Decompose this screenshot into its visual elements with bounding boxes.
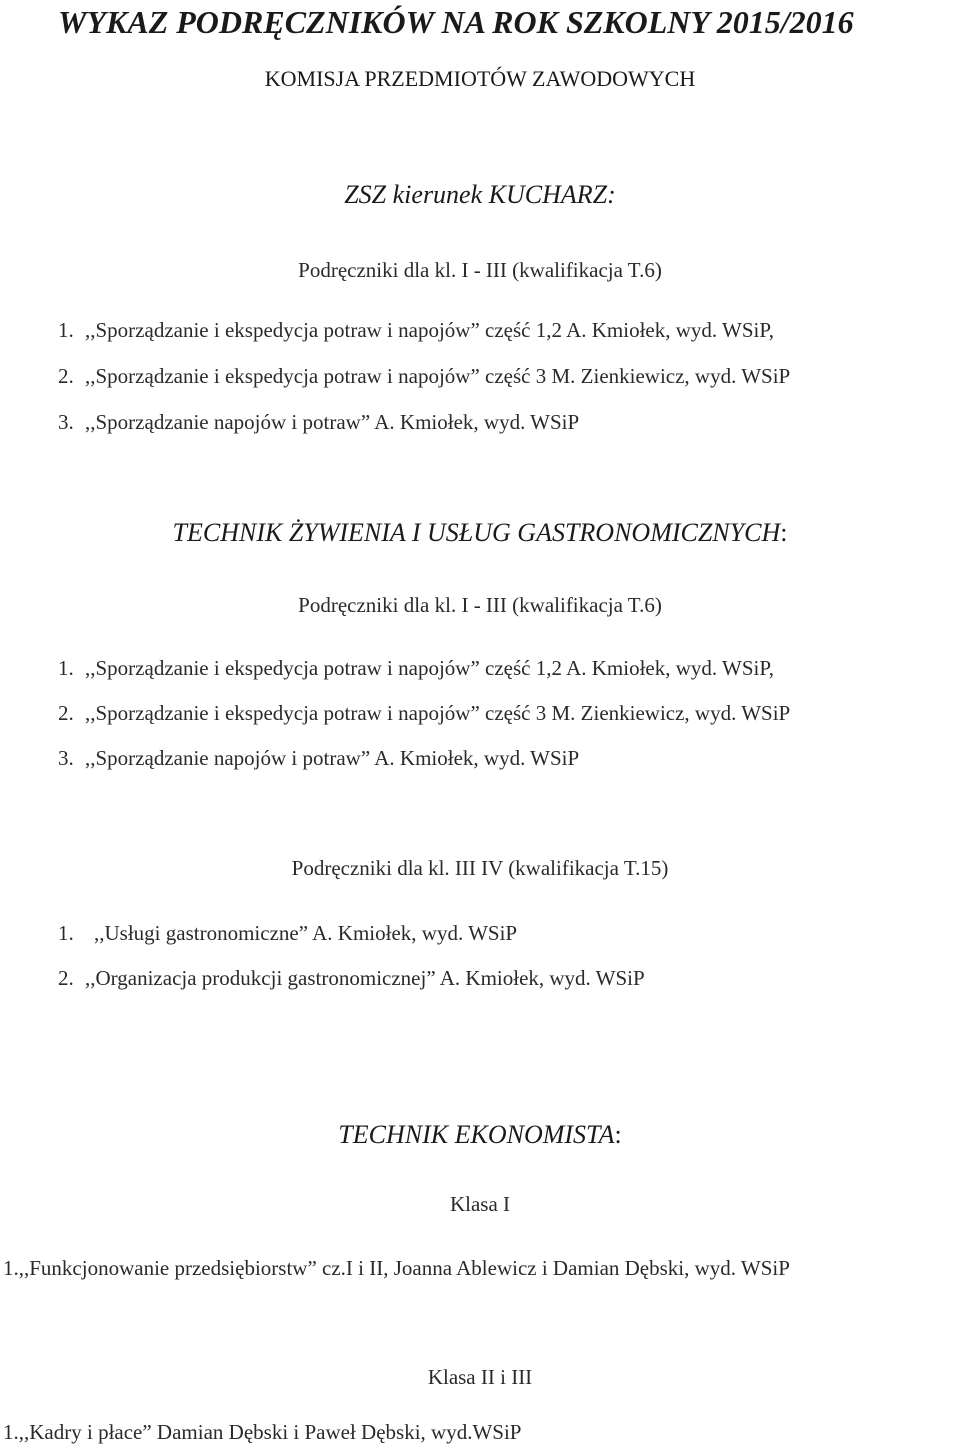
list-item (58, 748, 579, 769)
section-heading-text: TECHNIK EKONOMISTA (338, 1120, 615, 1149)
list-item-text: ,,Sporządzanie napojów i potraw” A. Kmiołek, wyd. WSiP (85, 410, 580, 434)
list-item-number: 1. (58, 318, 74, 342)
list-item-text: ,,Kadry i płace” Damian Dębski i Paweł Dębski, wyd.WSiP (18, 1420, 522, 1444)
section-heading-colon: : (614, 1120, 622, 1149)
list-item-text: ,,Sporządzanie napojów i potraw” A. Kmiołek, wyd. WSiP (85, 746, 580, 770)
list-item-number: 2. (58, 701, 74, 725)
list-item-text: ,,Sporządzanie i ekspedycja potraw i napojów” część 3 M. Zienkiewicz, wyd. WSiP (85, 364, 791, 388)
section-heading-text: TECHNIK ŻYWIENIA I USŁUG GASTRONOMICZNYCH (172, 518, 781, 547)
class-label-2: Klasa II i III (427, 1365, 533, 1389)
list-item (58, 366, 790, 387)
section-subheading-technik-zywienia-1: Podręczniki dla kl. I - III (kwalifikacja T.6) (298, 593, 662, 617)
section-heading-technik-ekonomista (0, 1122, 960, 1148)
section-heading-kucharz: ZSZ kierunek KUCHARZ: (344, 180, 616, 209)
list-item (58, 658, 774, 679)
list-item-number: 2. (58, 364, 74, 388)
list-item-number: 3. (58, 746, 74, 770)
list-item (58, 968, 645, 989)
list-item (58, 923, 517, 944)
list-item-number: 1. (58, 656, 74, 680)
class-label-1: Klasa I (449, 1192, 511, 1216)
section-subheading-kucharz: Podręczniki dla kl. I - III (kwalifikacja T.6) (298, 258, 662, 282)
list-item-number: 3. (58, 410, 74, 434)
list-item (58, 412, 579, 433)
list-item-number: 2. (58, 966, 74, 990)
list-item-text: ,,Funkcjonowanie przedsiębiorstw” cz.I i II, Joanna Ablewicz i Damian Dębski, wyd. WSiP (18, 1256, 790, 1280)
list-item-text: ,,Organizacja produkcji gastronomicznej” A. Kmiołek, wyd. WSiP (85, 966, 645, 990)
section-heading-technik-zywienia (0, 520, 960, 546)
list-item-number: 1. (3, 1420, 19, 1444)
list-item-number: 1. (3, 1256, 19, 1280)
document-subtitle: KOMISJA PRZEDMIOTÓW ZAWODOWYCH (264, 66, 696, 91)
list-item (58, 320, 774, 341)
list-item-number: 1. (58, 921, 74, 945)
list-item-text: ,,Sporządzanie i ekspedycja potraw i napojów” część 1,2 A. Kmiołek, wyd. WSiP, (85, 318, 774, 342)
document-title: WYKAZ PODRĘCZNIKÓW NA ROK SZKOLNY 2015/2016 (58, 4, 854, 40)
list-item (3, 1422, 521, 1443)
list-item (58, 703, 790, 724)
list-item-text: ,,Usługi gastronomiczne” A. Kmiołek, wyd. WSiP (94, 921, 518, 945)
list-item (3, 1258, 790, 1279)
list-item-text: ,,Sporządzanie i ekspedycja potraw i napojów” część 1,2 A. Kmiołek, wyd. WSiP, (85, 656, 774, 680)
section-heading-colon: : (780, 518, 788, 547)
section-subheading-technik-zywienia-2: Podręczniki dla kl. III IV (kwalifikacja T.15) (291, 856, 669, 880)
list-item-text: ,,Sporządzanie i ekspedycja potraw i napojów” część 3 M. Zienkiewicz, wyd. WSiP (85, 701, 791, 725)
